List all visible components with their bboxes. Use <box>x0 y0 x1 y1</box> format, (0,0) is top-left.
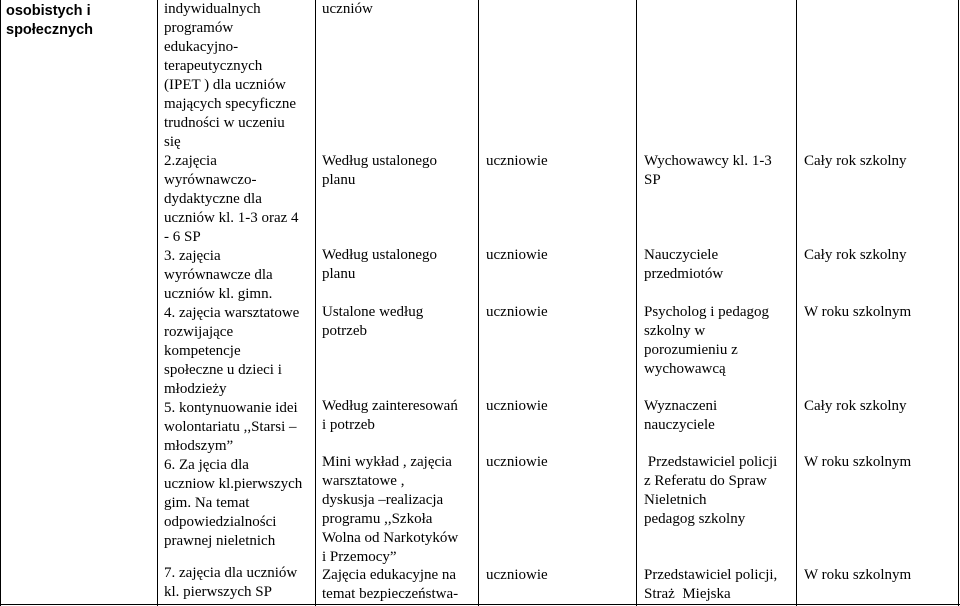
table-border-right <box>958 0 959 606</box>
term-cell <box>804 303 911 322</box>
method-cell <box>322 453 458 567</box>
row-header-line: osobistych i <box>6 3 91 19</box>
table-border-left <box>0 0 1 606</box>
activity-line: społeczne u dzieci i <box>164 362 282 378</box>
target-line: uczniowie <box>486 567 548 583</box>
responsible-line: wychowawcą <box>644 361 726 377</box>
row-header-line: społecznych <box>6 22 94 38</box>
method-line: potrzeb <box>322 323 367 339</box>
column-divider-3 <box>478 0 479 606</box>
activity-line: odpowiedzialności <box>164 514 277 530</box>
term-cell <box>804 152 907 171</box>
responsible-cell <box>644 566 777 604</box>
target-cell <box>486 303 548 322</box>
method-cell <box>322 246 437 284</box>
target-line: uczniowie <box>486 398 548 414</box>
target-line: uczniowie <box>486 153 548 169</box>
responsible-line: przedmiotów <box>644 266 724 282</box>
method-line: Mini wykład , zajęcia <box>322 454 452 470</box>
activity-line: wyrównawcze dla <box>164 267 273 283</box>
responsible-line: Straż Miejska <box>644 586 731 602</box>
activity-line: trudności w uczeniu <box>164 115 285 131</box>
responsible-line: z Referatu do Spraw <box>644 473 767 489</box>
responsible-line: szkolny w <box>644 323 706 339</box>
column-divider-5 <box>796 0 797 606</box>
term-line: Cały rok szkolny <box>804 153 907 169</box>
target-cell <box>486 566 548 585</box>
target-cell <box>486 397 548 416</box>
responsible-line: Przedstawiciel policji <box>644 454 778 470</box>
activity-line: prawnej nieletnich <box>164 533 276 549</box>
term-line: Cały rok szkolny <box>804 398 907 414</box>
target-cell <box>486 453 548 472</box>
activities-cell <box>164 0 302 602</box>
activity-line: dydaktyczne dla <box>164 191 262 207</box>
activity-line: rozwijające <box>164 324 234 340</box>
responsible-line: Wychowawcy kl. 1-3 <box>644 153 772 169</box>
method-cell-top <box>322 0 373 19</box>
activity-line: gim. Na temat <box>164 495 250 511</box>
target-line: uczniowie <box>486 304 548 320</box>
activity-line: programów <box>164 20 234 36</box>
method-cell <box>322 566 458 604</box>
activity-line: wyrównawczo- <box>164 172 257 188</box>
responsible-line: Nauczyciele <box>644 247 719 263</box>
activity-line: się <box>164 134 181 150</box>
method-line: Wolna od Narkotyków <box>322 530 459 546</box>
column-divider-1 <box>157 0 158 606</box>
responsible-line: Przedstawiciel policji, <box>644 567 778 583</box>
method-line: i potrzeb <box>322 417 375 433</box>
method-line: dyskusja –realizacja <box>322 492 444 508</box>
activity-line: kl. pierwszych SP <box>164 584 272 600</box>
method-line: Ustalone według <box>322 304 424 320</box>
activity-line: edukacyjno- <box>164 39 239 55</box>
table-border-bottom <box>0 604 960 605</box>
method-line: planu <box>322 172 356 188</box>
activity-line: 2.zajęcia <box>164 153 217 169</box>
activity-line: młodszym” <box>164 438 234 454</box>
term-line: W roku szkolnym <box>804 304 912 320</box>
term-line: W roku szkolnym <box>804 567 912 583</box>
responsible-line: Wyznaczeni <box>644 398 718 414</box>
term-cell <box>804 246 907 265</box>
method-line: Według ustalonego <box>322 247 438 263</box>
responsible-line: SP <box>644 172 661 188</box>
activity-line: uczniow kl.pierwszych <box>164 476 303 492</box>
activity-line: mających specyficzne <box>164 96 297 112</box>
method-line: uczniów <box>322 1 373 17</box>
target-line: uczniowie <box>486 247 548 263</box>
activity-line: młodzieży <box>164 381 227 397</box>
responsible-line: Nieletnich <box>644 492 707 508</box>
responsible-cell <box>644 453 777 529</box>
method-line: programu ,,Szkoła <box>322 511 433 527</box>
target-line: uczniowie <box>486 454 548 470</box>
activity-line: 3. zajęcia <box>164 248 221 264</box>
responsible-line: pedagog szkolny <box>644 511 746 527</box>
responsible-cell <box>644 152 772 190</box>
responsible-line: porozumieniu z <box>644 342 738 358</box>
activity-line: terapeutycznych <box>164 58 263 74</box>
target-cell <box>486 152 548 171</box>
term-cell <box>804 397 907 416</box>
term-line: Cały rok szkolny <box>804 247 907 263</box>
responsible-cell <box>644 303 769 379</box>
method-line: Zajęcia edukacyjne na <box>322 567 457 583</box>
responsible-line: nauczyciele <box>644 417 715 433</box>
method-line: Według ustalonego <box>322 153 438 169</box>
responsible-line: Psycholog i pedagog <box>644 304 769 320</box>
activity-line: 5. kontynuowanie idei <box>164 400 298 416</box>
activity-line: (IPET ) dla uczniów <box>164 77 286 93</box>
responsible-cell <box>644 397 717 435</box>
method-line: Według zainteresowań <box>322 398 458 414</box>
activity-line: uczniów kl. gimn. <box>164 286 273 302</box>
method-cell <box>322 303 423 341</box>
activity-line: kompetencje <box>164 343 241 359</box>
term-line: W roku szkolnym <box>804 454 912 470</box>
row-header-cell <box>6 2 93 40</box>
method-line: temat bezpieczeństwa- <box>322 586 459 602</box>
activity-line <box>164 551 302 564</box>
target-cell <box>486 246 548 265</box>
method-line: warsztatowe , <box>322 473 405 489</box>
method-cell <box>322 152 437 190</box>
column-divider-4 <box>636 0 637 606</box>
activity-line: 4. zajęcia warsztatowe <box>164 305 300 321</box>
activity-line: indywidualnych <box>164 1 261 17</box>
column-divider-2 <box>315 0 316 606</box>
method-cell <box>322 397 458 435</box>
activity-line: uczniów kl. 1-3 oraz 4 <box>164 210 299 226</box>
activity-line: 7. zajęcia dla uczniów <box>164 565 298 581</box>
activity-line: wolontariatu ,,Starsi – <box>164 419 297 435</box>
method-line: i Przemocy” <box>322 549 397 565</box>
term-cell <box>804 453 911 472</box>
activity-line: 6. Za jęcia dla <box>164 457 249 473</box>
method-line: planu <box>322 266 356 282</box>
activity-line: - 6 SP <box>164 229 201 245</box>
responsible-cell <box>644 246 723 284</box>
term-cell <box>804 566 911 585</box>
